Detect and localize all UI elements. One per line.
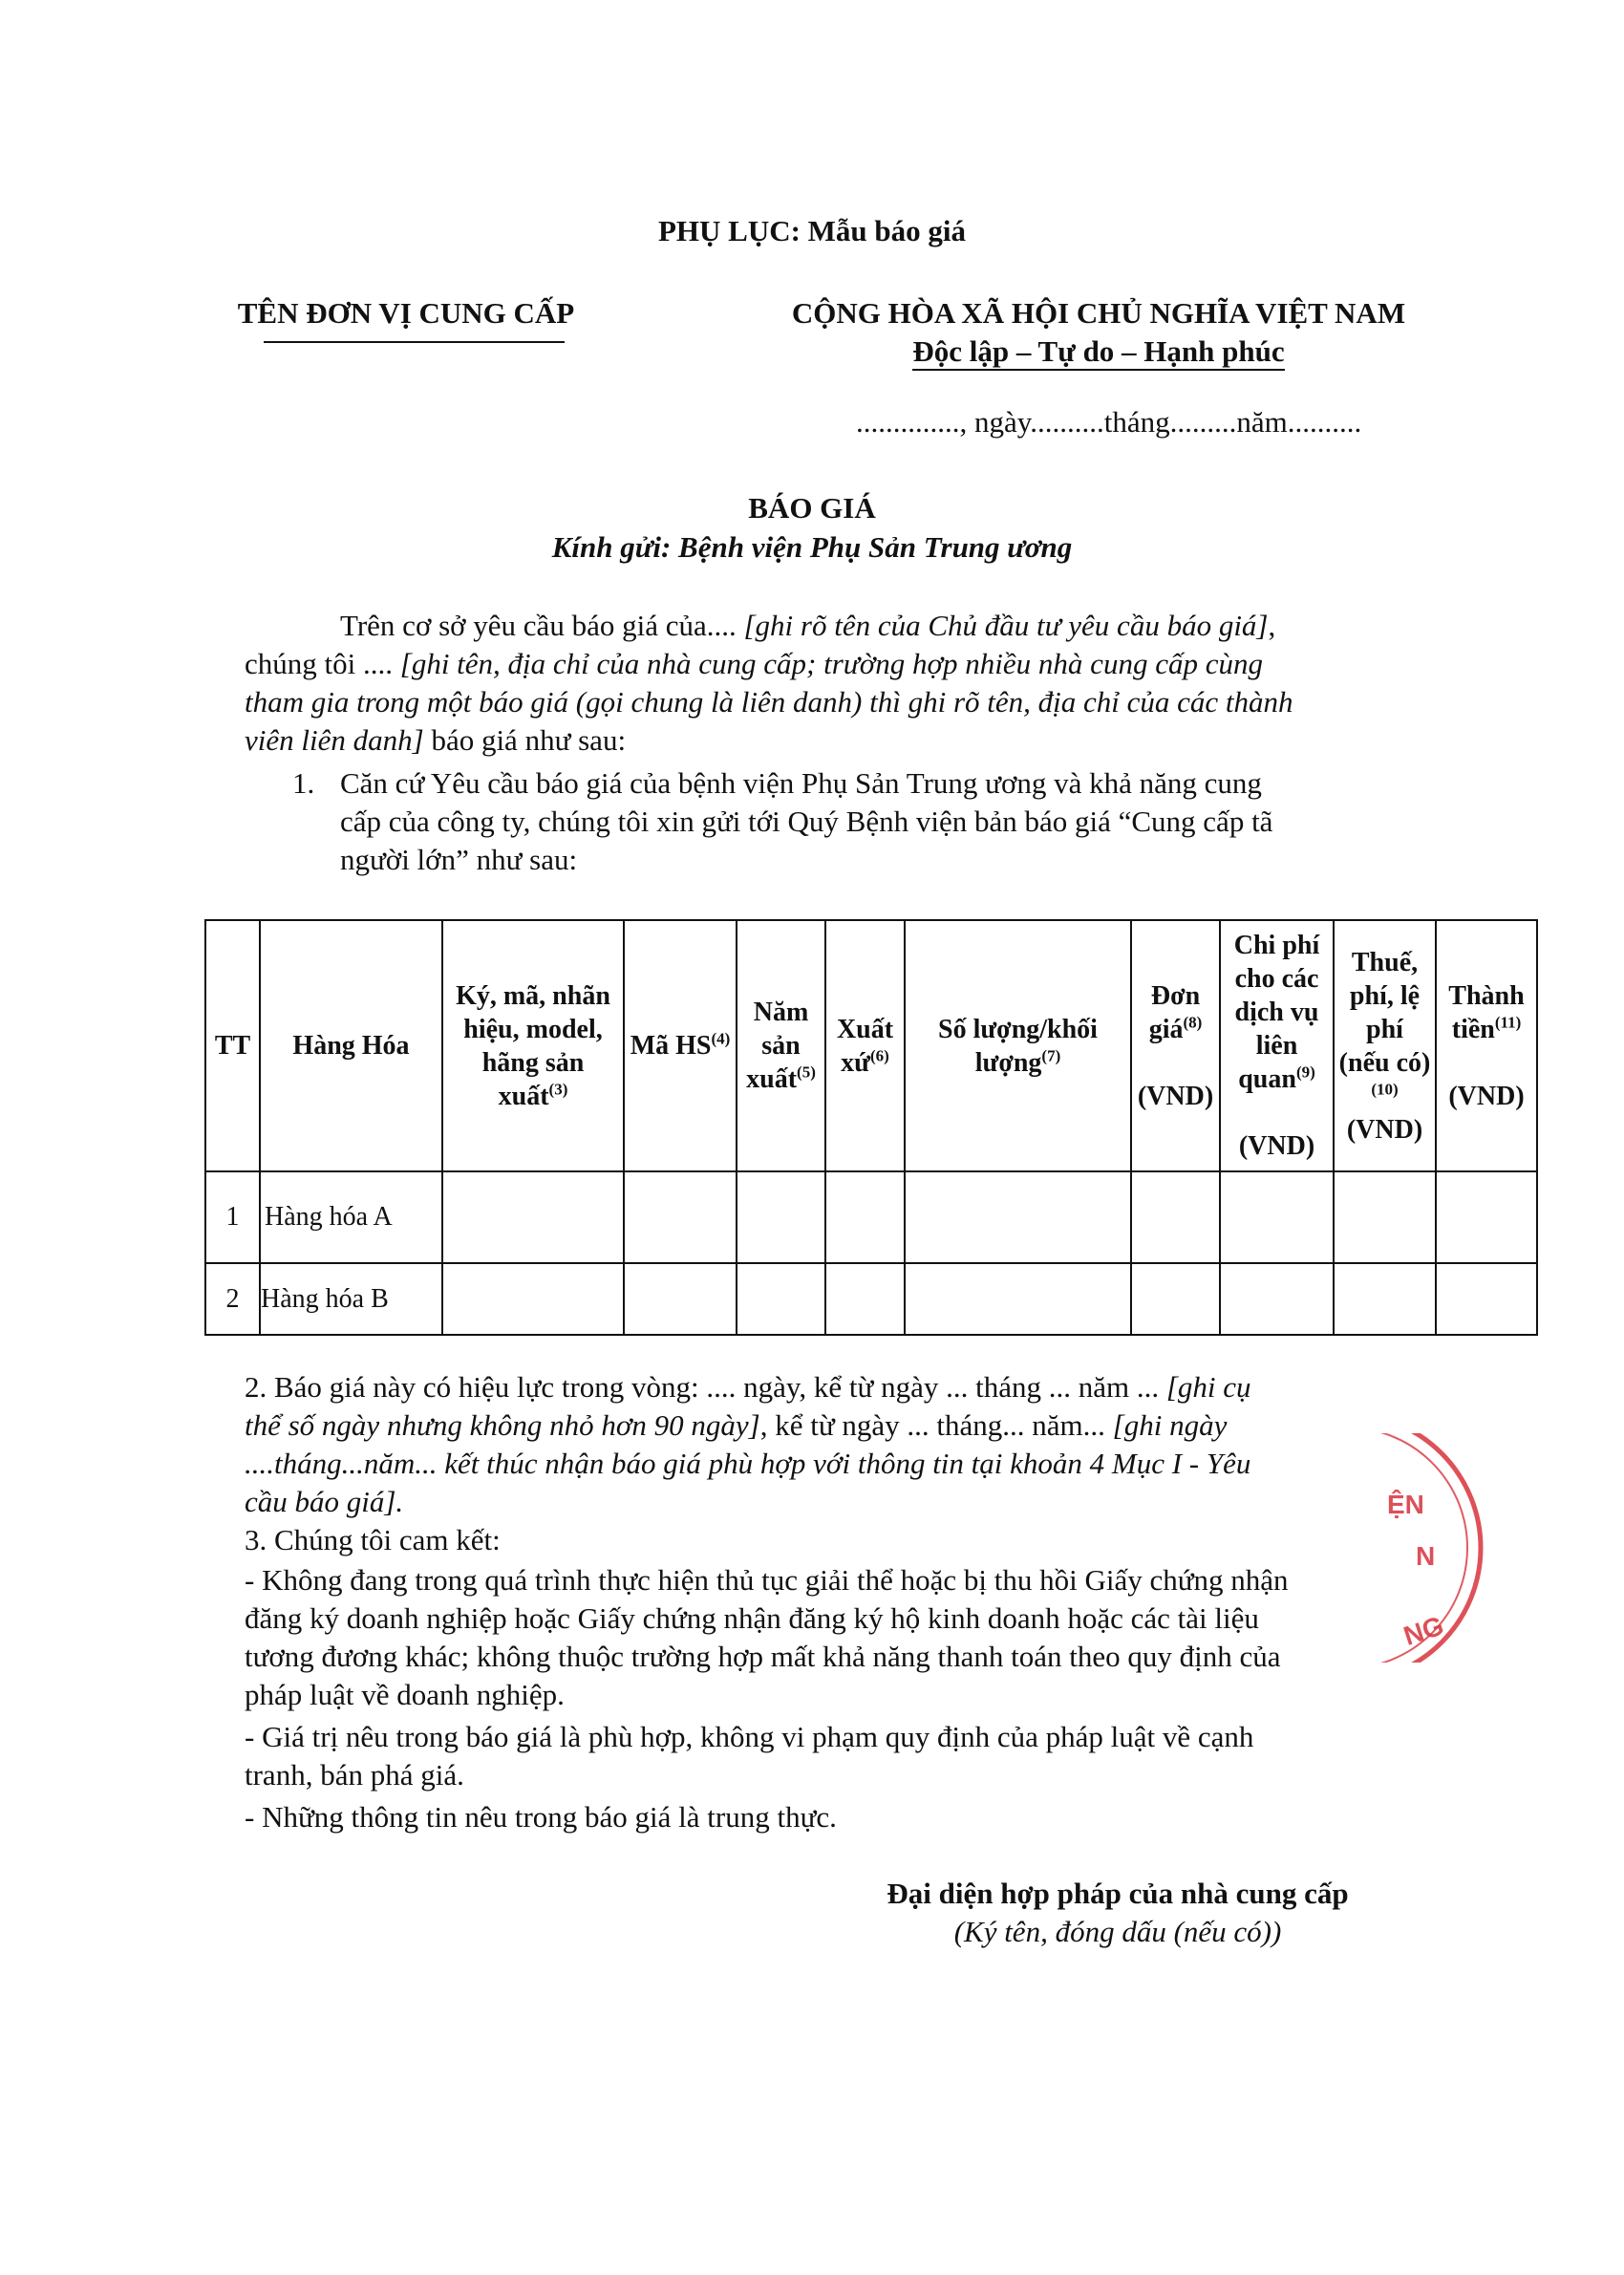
item1-number: 1. bbox=[292, 766, 315, 800]
row-cell bbox=[1436, 1171, 1537, 1262]
item3-title: 3. Chúng tôi cam kết: bbox=[245, 1523, 501, 1556]
recipient: Kính gửi: Bệnh viện Phụ Sản Trung ương bbox=[551, 530, 1073, 564]
signature-note: (Ký tên, đóng dấu (nếu có)) bbox=[953, 1915, 1282, 1948]
item2-text: , kể từ ngày ... tháng... năm... bbox=[759, 1408, 1105, 1442]
item3-b2-line-1: - Giá trị nêu trong báo giá là phù hợp, không vi phạm quy định của pháp luật về cạnh bbox=[245, 1720, 1254, 1753]
row-goods: Hàng hóa A bbox=[260, 1171, 442, 1262]
motto-text: Độc lập – Tự do – Hạnh phúc bbox=[912, 334, 1284, 371]
row-cell bbox=[1131, 1171, 1220, 1262]
intro-text: chúng tôi .... bbox=[245, 647, 393, 680]
row-cell bbox=[905, 1171, 1131, 1262]
signature-title: Đại diện hợp pháp của nhà cung cấp bbox=[887, 1877, 1349, 1910]
header-origin: Xuất xứ$^{(6)}$ bbox=[825, 920, 905, 1171]
intro-line-3: tham gia trong một báo giá (gọi chung là liên danh) thì ghi rõ tên, địa chỉ của các thành bbox=[245, 685, 1293, 719]
intro-line-4 bbox=[245, 721, 1486, 760]
row-cell bbox=[624, 1171, 737, 1262]
row-cell bbox=[1220, 1171, 1334, 1262]
header-year: Năm sản xuất$^{(5)}$ bbox=[737, 920, 825, 1171]
table-row bbox=[205, 1171, 1537, 1262]
item2-italic: thể số ngày nhưng không nhỏ hơn 90 ngày] bbox=[245, 1408, 760, 1442]
row-cell bbox=[905, 1263, 1131, 1335]
svg-text:NG: NG bbox=[1400, 1610, 1448, 1651]
intro-text: báo giá như sau: bbox=[431, 723, 627, 757]
stamp-seal bbox=[1376, 1433, 1519, 1663]
header-qty: Số lượng/khối lượng$^{(7)}$ bbox=[905, 920, 1131, 1171]
row-cell bbox=[442, 1171, 624, 1262]
item1-line-3: người lớn” như sau: bbox=[340, 843, 578, 876]
item2-line-2 bbox=[245, 1406, 1486, 1445]
appendix-title: Mẫu báo giá bbox=[807, 214, 967, 247]
item1-line-1: Căn cứ Yêu cầu báo giá của bệnh viện Phụ Sản Trung ương và khả năng cung bbox=[340, 766, 1262, 800]
header-brand: Ký, mã, nhãn hiệu, model, hãng sản xuất$^{(3)}$ bbox=[442, 920, 624, 1171]
row-tt: 2 bbox=[205, 1263, 260, 1335]
item2-line-1 bbox=[245, 1368, 1486, 1406]
header-total: Thành tiền$^{(11)}$ (VND) bbox=[1436, 920, 1537, 1171]
row-cell bbox=[1334, 1171, 1436, 1262]
intro-text: Trên cơ sở yêu cầu báo giá của.... bbox=[340, 609, 737, 642]
intro-line-1 bbox=[340, 607, 1486, 645]
appendix-label: PHỤ LỤC: bbox=[657, 214, 801, 247]
item2-line-4: cầu báo giá]. bbox=[245, 1485, 404, 1518]
item2-italic: [ghi cụ bbox=[1165, 1370, 1251, 1404]
intro-italic: [ghi rõ tên của Chủ đầu tư yêu cầu báo giá] bbox=[743, 609, 1269, 642]
item3-b3: - Những thông tin nêu trong báo giá là trung thực. bbox=[245, 1800, 837, 1834]
row-cell bbox=[737, 1263, 825, 1335]
item3-b2-line-2: tranh, bán phá giá. bbox=[245, 1758, 464, 1792]
item1-line-2: cấp của công ty, chúng tôi xin gửi tới Quý Bệnh viện bản báo giá “Cung cấp tã bbox=[340, 805, 1273, 838]
row-goods: Hàng hóa B bbox=[260, 1263, 442, 1335]
supplier-underline bbox=[264, 341, 565, 343]
motto bbox=[702, 333, 1495, 371]
appendix-heading bbox=[573, 212, 1051, 250]
item2-line-3: ....tháng...năm... kết thúc nhận báo giá phù hợp với thông tin tại khoản 4 Mục I - Yêu bbox=[245, 1447, 1251, 1480]
table-header-row bbox=[205, 920, 1537, 1171]
item2-italic: [ghi ngày bbox=[1112, 1408, 1228, 1442]
quote-table bbox=[204, 919, 1538, 1336]
row-cell bbox=[1334, 1263, 1436, 1335]
date-line: .............., ngày..........tháng.........năm.......... bbox=[856, 405, 1362, 439]
header-goods: Hàng Hóa bbox=[260, 920, 442, 1171]
header-hs: Mã HS$^{(4)}$ bbox=[624, 920, 737, 1171]
row-cell bbox=[624, 1263, 737, 1335]
intro-comma: , bbox=[1268, 609, 1276, 642]
svg-text:ỆN: ỆN bbox=[1387, 1490, 1424, 1519]
item3-b1-line-4: pháp luật về doanh nghiệp. bbox=[245, 1678, 565, 1711]
intro-italic: [ghi tên, địa chỉ của nhà cung cấp; trường hợp nhiều nhà cung cấp cùng bbox=[399, 647, 1263, 680]
header-tax: Thuế, phí, lệ phí (nếu có)$^{(10)}$ (VND) bbox=[1334, 920, 1436, 1171]
row-cell bbox=[825, 1171, 905, 1262]
doc-title: BÁO GIÁ bbox=[748, 491, 876, 525]
row-cell bbox=[442, 1263, 624, 1335]
item3-b1-line-3: tương đương khác; không thuộc trường hợp mất khả năng thanh toán theo quy định của bbox=[245, 1640, 1281, 1673]
row-cell bbox=[1220, 1263, 1334, 1335]
row-cell bbox=[1436, 1263, 1537, 1335]
table-row bbox=[205, 1263, 1537, 1335]
header-cost: Chi phí cho các dịch vụ liên quan$^{(9)}$ (VND) bbox=[1220, 920, 1334, 1171]
row-cell bbox=[825, 1263, 905, 1335]
row-cell bbox=[737, 1171, 825, 1262]
item2-text: 2. Báo giá này có hiệu lực trong vòng: .... ngày, kể từ ngày ... tháng ... năm ... bbox=[245, 1370, 1160, 1404]
item3-b1-line-1: - Không đang trong quá trình thực hiện thủ tục giải thể hoặc bị thu hồi Giấy chứng nhận bbox=[245, 1563, 1289, 1597]
row-tt: 1 bbox=[205, 1171, 260, 1262]
intro-italic: viên liên danh] bbox=[245, 723, 424, 757]
item3-b1-line-2: đăng ký doanh nghiệp hoặc Giấy chứng nhận đăng ký hộ kinh doanh hoặc các tài liệu bbox=[245, 1601, 1259, 1635]
row-cell bbox=[1131, 1263, 1220, 1335]
header-unit-price: Đơn giá$^{(8)}$ (VND) bbox=[1131, 920, 1220, 1171]
intro-line-2 bbox=[245, 645, 1486, 683]
country-name: CỘNG HÒA XÃ HỘI CHỦ NGHĨA VIỆT NAM bbox=[791, 296, 1406, 330]
supplier-name: TÊN ĐƠN VỊ CUNG CẤP bbox=[237, 296, 575, 330]
header-tt: TT bbox=[205, 920, 260, 1171]
svg-text:N: N bbox=[1416, 1541, 1436, 1571]
stamp-seal-graphic bbox=[1376, 1433, 1519, 1663]
